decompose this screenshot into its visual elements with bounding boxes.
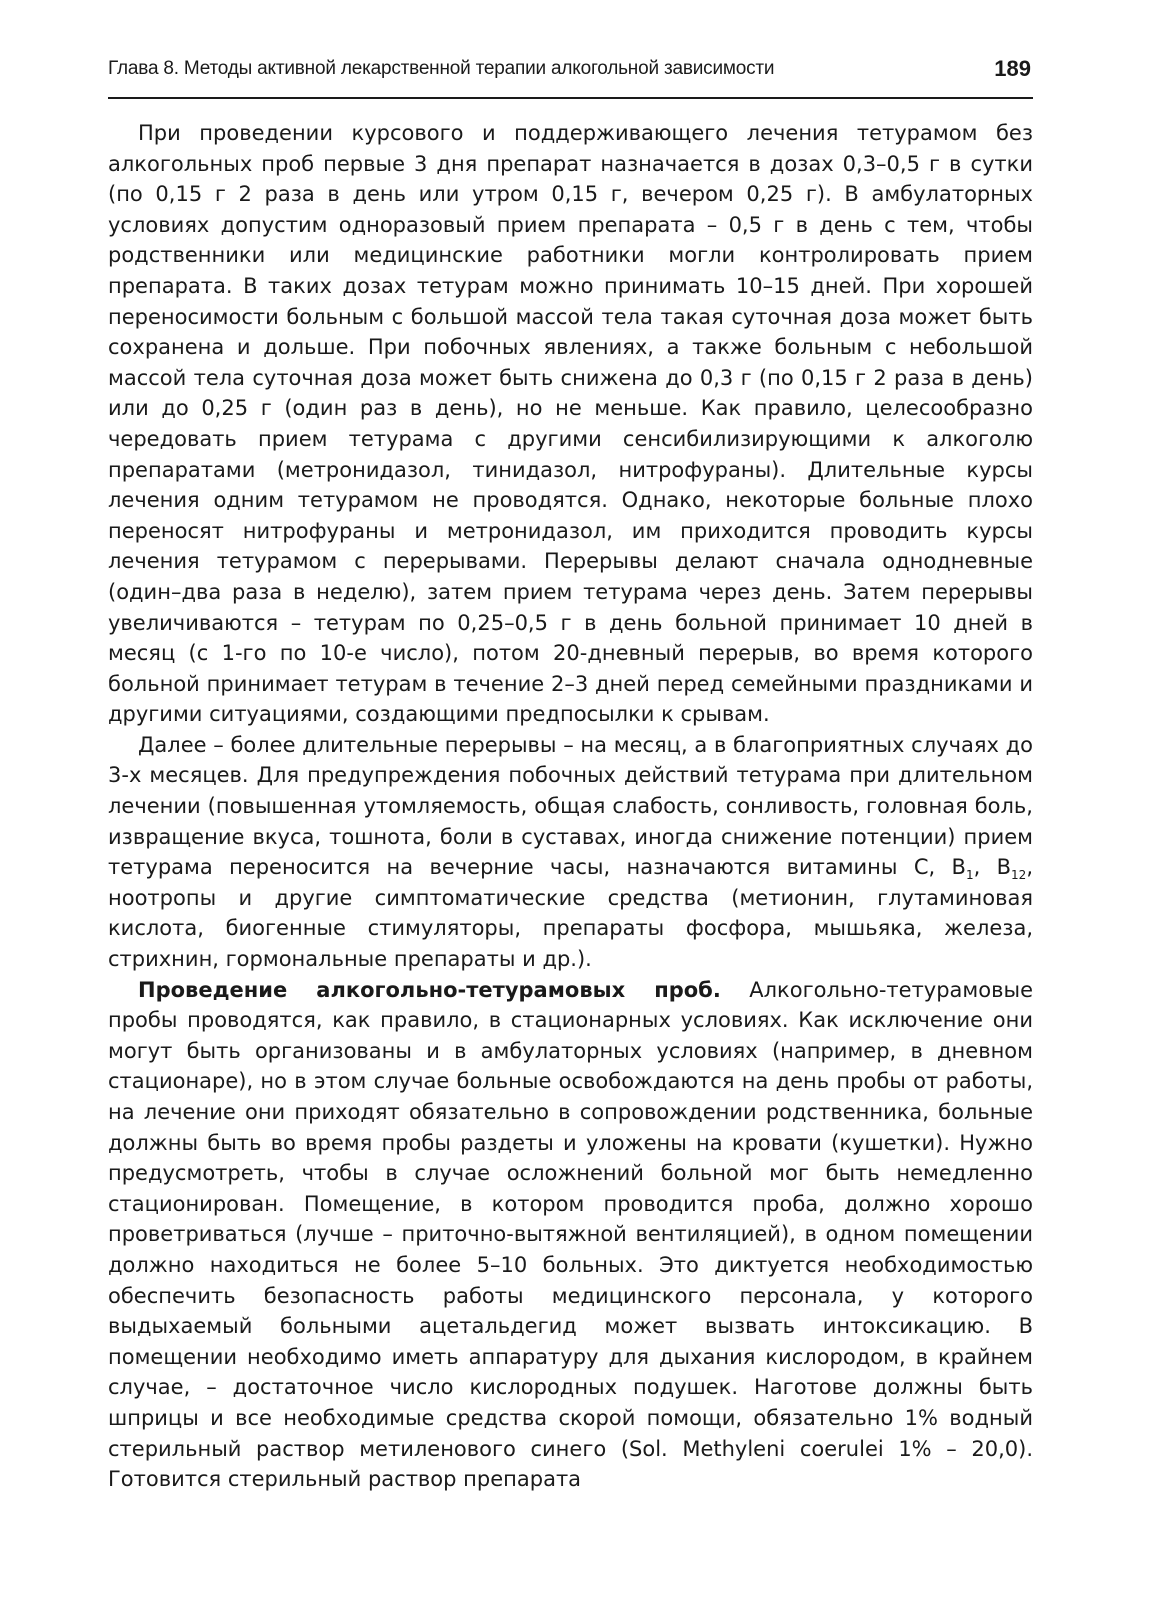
running-header: [108, 52, 1033, 92]
paragraph-2-text-a: Далее – более длительные перерывы – на месяц, а в благоприятных случаях до 3-х месяцев. Для предупреждения побочных действий тетурама при длительном лечении (повышенная утомляемость, общая слабость, сонливость, головная боль, извращение вкуса, тошнота, боли в суставах, иногда снижение потенции) прием тетурама переносится на вечерние часы, назначаются витамины С, В: [108, 732, 1033, 880]
page-number: 189: [994, 56, 1031, 81]
paragraph-2-text-b: , В: [973, 855, 1012, 880]
subscript-12: 12: [1011, 868, 1027, 883]
chapter-title: Глава 8. Методы активной лекарственной терапии алкогольной зависимости: [108, 58, 775, 79]
header-rule: [108, 97, 1033, 99]
paragraph-3-text: Алкогольно-тетурамовые пробы проводятся, как правило, в стационарных условиях. Как исключение они могут быть организованы и в амбулаторных условиях (например, в дневном стационаре), но в этом случае больные освобождаются на день пробы от работы, на лечение они приходят обязательно в сопровождении родственника, больные должны быть во время пробы раздеты и уложены на кровати (кушетки). Нужно предусмотреть, чтобы в случае осложнений больной мог быть немедленно стационирован. Помещение, в котором проводится проба, должно хорошо проветриваться (лучше – приточно-вытяжной вентиляцией), в одном помещении должно находиться не более 5–10 больных. Это диктуется необходимостью обеспечить безопасность работы медицинского персонала, у которого выдыхаемый больными ацетальдегид может вызвать интоксикацию. В помещении необходимо иметь аппаратуру для дыхания кислородом, в крайнем случае, – достаточное число кислородных подушек. Наготове должны быть шприцы и все необходимые средства скорой помощи, обязательно 1% водный стерильный раствор метиленового синего (Sol. Methyleni coerulei 1% – 20,0). Готовится стерильный раствор препарата: [108, 977, 1033, 1492]
body-text: [108, 118, 1033, 1495]
paragraph-1: При проведении курсового и поддерживающего лечения тетурамом без алкогольных проб первые 3 дня препарат назначается в дозах 0,3–0,5 г в сутки (по 0,15 г 2 раза в день или утром 0,15 г, вечером 0,25 г). В амбулаторных условиях допустим одноразовый прием препарата – 0,5 г в день с тем, чтобы родственники или медицинские работники могли контролировать прием препарата. В таких дозах тетурам можно принимать 10–15 дней. При хорошей переносимости больным с большой массой тела такая суточная доза может быть сохранена и дольше. При побочных явлениях, а также больным с небольшой массой тела суточная доза может быть снижена до 0,3 г (по 0,15 г 2 раза в день) или до 0,25 г (один раз в день), но не меньше. Как правило, целесообразно чередовать прием тетурама с другими сенсибилизирующими к алкоголю препаратами (метронидазол, тинидазол, нитрофураны). Длительные курсы лечения одним тетурамом не проводятся. Однако, некоторые больные плохо переносят нитрофураны и метронидазол, им приходится проводить курсы лечения тетурамом с перерывами. Перерывы делают сначала однодневные (один–два раза в неделю), затем прием тетурама через день. Затем перерывы увеличиваются – тетурам по 0,25–0,5 г в день больной принимает 10 дней в месяц (с 1-го по 10-е число), потом 20-дневный перерыв, во время которого больной принимает тетурам в течение 2–3 дней перед семейными праздниками и другими ситуациями, создающими предпосылки к срывам.: [108, 121, 1033, 727]
section-lead-heading: Проведение алкогольно-тетурамовых проб.: [138, 977, 721, 1002]
paragraph-2: [108, 730, 1033, 975]
subscript-1: 1: [965, 868, 974, 883]
paragraph-2-text-c: , ноотропы и другие симптоматические средства (метионин, глутаминовая кислота, биогенные стимуляторы, препараты фосфора, мышьяка, железа, стрихнин, гормональные препараты и др.).: [108, 855, 1033, 972]
paragraph-3: [108, 975, 1033, 1495]
